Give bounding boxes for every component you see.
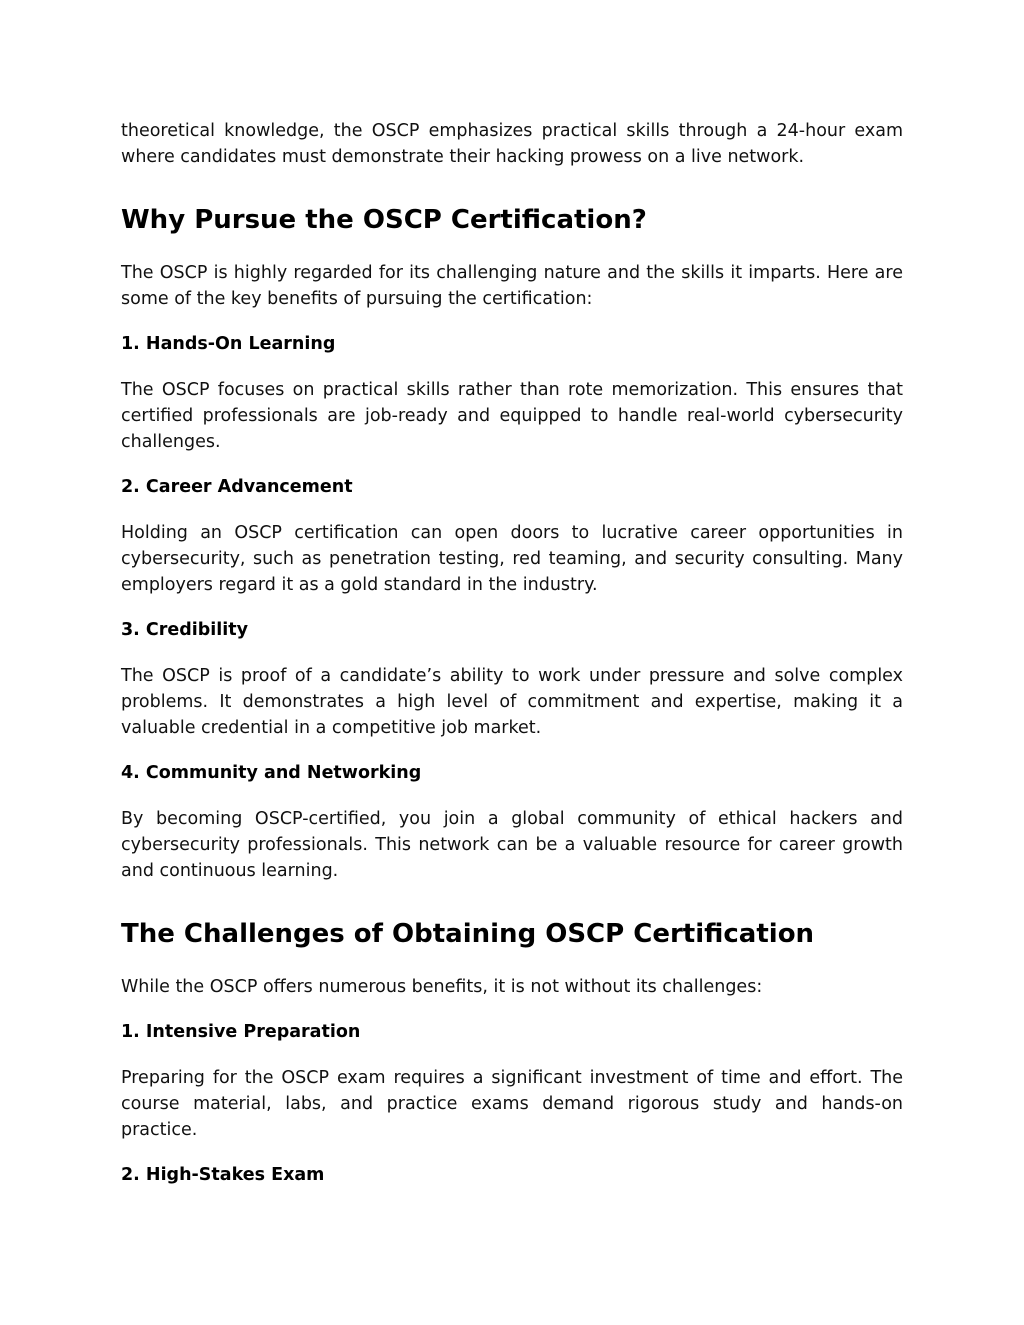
benefit-heading-community: 4. Community and Networking xyxy=(121,763,422,783)
challenges-heading: The Challenges of Obtaining OSCP Certification xyxy=(121,919,815,949)
why-intro-paragraph: The OSCP is highly regarded for its challenging nature and the skills it imparts. Here are some of the key benefits of pursuing the certification: xyxy=(121,263,903,309)
intro-paragraph: theoretical knowledge, the OSCP emphasizes practical skills through a 24-hour exam where candidates must demonstrate their hacking prowess on a live network. xyxy=(121,121,903,167)
benefit-heading-career: 2. Career Advancement xyxy=(121,477,353,497)
challenges-intro-paragraph: While the OSCP offers numerous benefits, it is not without its challenges: xyxy=(121,977,763,997)
why-heading: Why Pursue the OSCP Certification? xyxy=(121,205,647,235)
benefit-paragraph-career: Holding an OSCP certification can open doors to lucrative career opportunities in cybersecurity, such as penetration testing, red teaming, and security consulting. Many employers regard it as a gold standard in the industry. xyxy=(121,523,903,595)
benefit-paragraph-community: By becoming OSCP-certified, you join a global community of ethical hackers and cybersecurity professionals. This network can be a valuable resource for career growth and continuous learning. xyxy=(121,809,903,881)
benefit-heading-credibility: 3. Credibility xyxy=(121,620,249,640)
benefit-paragraph-hands-on: The OSCP focuses on practical skills rather than rote memorization. This ensures that certified professionals are job-ready and equipped to handle real-world cybersecurity challenges. xyxy=(121,380,903,452)
benefit-paragraph-credibility: The OSCP is proof of a candidate’s ability to work under pressure and solve complex problems. It demonstrates a high level of commitment and expertise, making it a valuable credential in a competitive job market. xyxy=(121,666,903,738)
document-content xyxy=(121,118,903,1187)
challenge-paragraph-preparation: Preparing for the OSCP exam requires a significant investment of time and effort. The course material, labs, and practice exams demand rigorous study and hands-on practice. xyxy=(121,1068,903,1140)
challenge-heading-exam: 2. High-Stakes Exam xyxy=(121,1165,325,1185)
benefit-heading-hands-on: 1. Hands-On Learning xyxy=(121,334,336,354)
challenge-heading-preparation: 1. Intensive Preparation xyxy=(121,1022,361,1042)
